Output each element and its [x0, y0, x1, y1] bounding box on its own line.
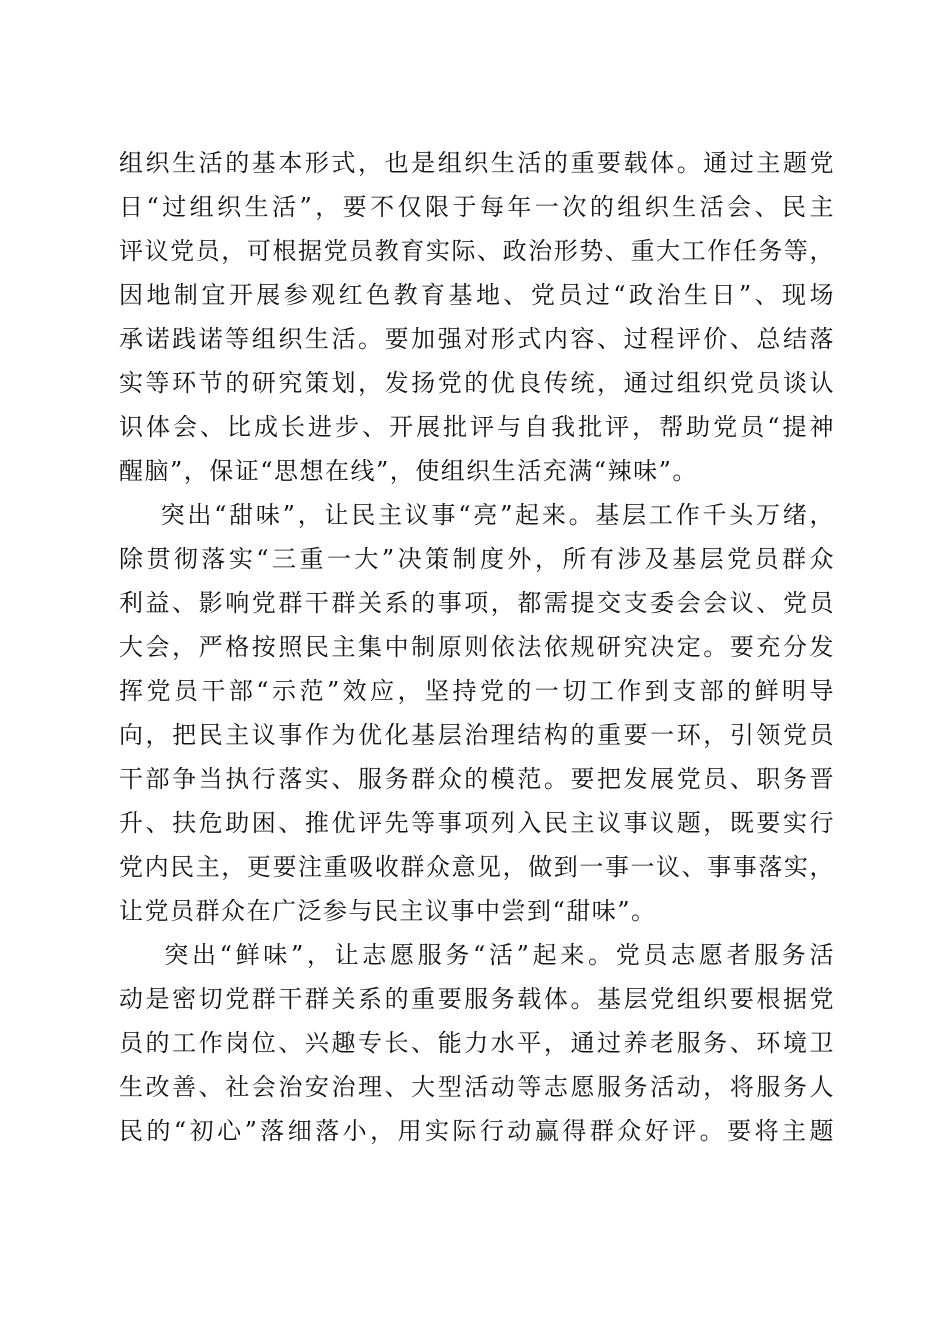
text-line: 醒脑”，保证“思想在线”，使组织生活充满“辣味”。: [119, 457, 698, 485]
paragraph-3: [119, 933, 835, 1153]
text-line: 识体会、比成长进步、开展批评与自我批评，帮助党员“提神: [119, 413, 835, 441]
text-line: 干部争当执行落实、服务群众的模范。要把发展党员、职务晋: [119, 765, 835, 793]
text-line: 突出“鲜味”，让志愿服务“活”起来。党员志愿者服务活: [119, 941, 835, 969]
text-line: 大会，严格按照民主集中制原则依法依规研究决定。要充分发: [119, 633, 835, 661]
text-line: 民的“初心”落细落小，用实际行动赢得群众好评。要将主题: [119, 1117, 835, 1145]
text-line: 突出“甜味”，让民主议事“亮”起来。基层工作千头万绪，: [119, 501, 835, 529]
text-line: 挥党员干部“示范”效应，坚持党的一切工作到支部的鲜明导: [119, 677, 835, 705]
text-line: 评议党员，可根据党员教育实际、政治形势、重大工作任务等，: [119, 237, 835, 265]
text-line: 实等环节的研究策划，发扬党的优良传统，通过组织党员谈认: [119, 369, 835, 397]
text-line: 升、扶危助困、推优评先等事项列入民主议事议题，既要实行: [119, 809, 835, 837]
document-body: [119, 141, 835, 1153]
text-line: 因地制宜开展参观红色教育基地、党员过“政治生日”、现场: [119, 281, 835, 309]
text-line: 党内民主，更要注重吸收群众意见，做到一事一议、事事落实，: [119, 853, 835, 881]
text-line: 向，把民主议事作为优化基层治理结构的重要一环，引领党员: [119, 721, 835, 749]
text-line: 让党员群众在广泛参与民主议事中尝到“甜味”。: [119, 897, 657, 925]
text-line: 承诺践诺等组织生活。要加强对形式内容、过程评价、总结落: [119, 325, 835, 353]
text-line: 除贯彻落实“三重一大”决策制度外，所有涉及基层党员群众: [119, 545, 835, 573]
text-line: 利益、影响党群干群关系的事项，都需提交支委会会议、党员: [119, 589, 835, 617]
text-line: 生改善、社会治安治理、大型活动等志愿服务活动，将服务人: [119, 1073, 835, 1101]
text-line: 员的工作岗位、兴趣专长、能力水平，通过养老服务、环境卫: [119, 1029, 835, 1057]
text-line: 日“过组织生活”，要不仅限于每年一次的组织生活会、民主: [119, 193, 835, 221]
text-line: 组织生活的基本形式，也是组织生活的重要载体。通过主题党: [119, 149, 835, 177]
text-line: 动是密切党群干群关系的重要服务载体。基层党组织要根据党: [119, 985, 835, 1013]
paragraph-2: [119, 493, 835, 933]
paragraph-1: [119, 141, 835, 493]
